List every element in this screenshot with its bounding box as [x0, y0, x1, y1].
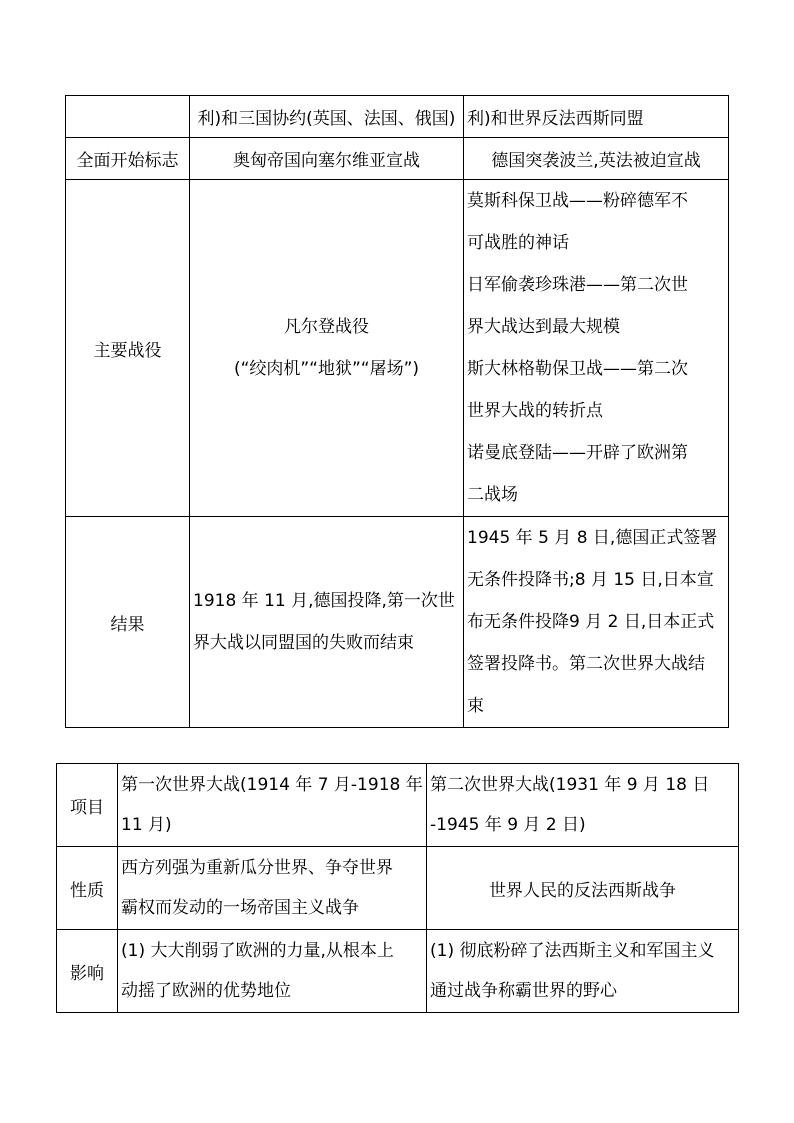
ww2-result-cell [464, 517, 729, 728]
nature-line: 霸权而发动的一场帝国主义战争 [121, 898, 359, 918]
nature-line: 西方列强为重新瓜分世界、争夺世界 [121, 858, 393, 878]
impact-line: (1) 彻底粉碎了法西斯主义和军国主义 [430, 941, 715, 961]
table-row-result [66, 517, 729, 728]
ww1-result-line: 1918 年 11 月,德国投降,第一次世 [193, 591, 455, 611]
ww2-result-line: 束 [467, 696, 484, 716]
row-label-start-marker: 全面开始标志 [66, 138, 190, 180]
header-line: 第一次世界大战(1914 年 7 月-1918 年 [121, 775, 423, 795]
ww2-nature-cell: 世界人民的反法西斯战争 [427, 847, 739, 930]
ww1-alliance-cell: 利)和三国协约(英国、法国、俄国) [190, 96, 464, 138]
impact-line: 动摇了欧洲的优势地位 [121, 981, 291, 1001]
ww2-impact-cell [427, 930, 739, 1013]
row-label-result: 结果 [66, 517, 190, 728]
ww2-result-line: 1945 年 5 月 8 日,德国正式签署 [467, 528, 718, 548]
table-row-impact [57, 930, 739, 1013]
row-label [66, 96, 190, 138]
ww2-alliance-cell: 利)和世界反法西斯同盟 [464, 96, 729, 138]
ww1-battle-line: (“绞肉机”“地狱”“屠场”) [233, 359, 420, 379]
impact-line: (1) 大大削弱了欧洲的力量,从根本上 [121, 941, 394, 961]
ww2-result-line: 签署投降书。第二次世界大战结 [467, 654, 705, 674]
ww2-battles-cell [464, 180, 729, 517]
table-row-nature [57, 847, 739, 930]
ww1-result-cell [190, 517, 464, 728]
ww1-start-marker-cell: 奥匈帝国向塞尔维亚宣战 [190, 138, 464, 180]
table-row-alliances [66, 96, 729, 138]
ww2-battle-line: 莫斯科保卫战——粉碎德军不 [467, 191, 688, 211]
ww1-result-line: 界大战以同盟国的失败而结束 [193, 633, 414, 653]
row-label-nature: 性质 [57, 847, 118, 930]
ww1-nature-cell [118, 847, 427, 930]
ww2-result-line: 布无条件投降9 月 2 日,日本正式 [467, 612, 715, 632]
ww1-battle-line: 凡尔登战役 [284, 317, 369, 337]
impact-line: 通过战争称霸世界的野心 [430, 981, 617, 1001]
ww2-battle-line: 可战胜的神话 [467, 233, 569, 253]
row-label-impact: 影响 [57, 930, 118, 1013]
column-header-item: 项目 [57, 764, 118, 847]
header-line: 11 月) [121, 815, 172, 835]
column-header-ww1 [118, 764, 427, 847]
ww2-result-line: 无条件投降书;8 月 15 日,日本宣 [467, 570, 714, 590]
ww1-impact-cell [118, 930, 427, 1013]
ww2-battle-line: 二战场 [467, 485, 518, 505]
wwi-wwii-nature-impact-table [56, 763, 739, 1013]
header-line: -1945 年 9 月 2 日) [430, 815, 586, 835]
table-header-row [57, 764, 739, 847]
header-line: 第二次世界大战(1931 年 9 月 18 日 [430, 775, 710, 795]
ww2-start-marker-cell: 德国突袭波兰,英法被迫宣战 [464, 138, 729, 180]
ww2-battle-line: 界大战达到最大规模 [467, 317, 620, 337]
ww1-battles-cell [190, 180, 464, 517]
ww2-battle-line: 世界大战的转折点 [467, 401, 603, 421]
ww2-battle-line: 诺曼底登陆——开辟了欧洲第 [467, 443, 688, 463]
ww2-battle-line: 斯大林格勒保卫战——第二次 [467, 359, 688, 379]
table-row-start-marker [66, 138, 729, 180]
table-row-major-battles [66, 180, 729, 517]
wwi-wwii-comparison-table-continued [65, 95, 729, 728]
ww2-battle-line: 日军偷袭珍珠港——第二次世 [467, 275, 688, 295]
row-label-major-battles: 主要战役 [66, 180, 190, 517]
column-header-ww2 [427, 764, 739, 847]
